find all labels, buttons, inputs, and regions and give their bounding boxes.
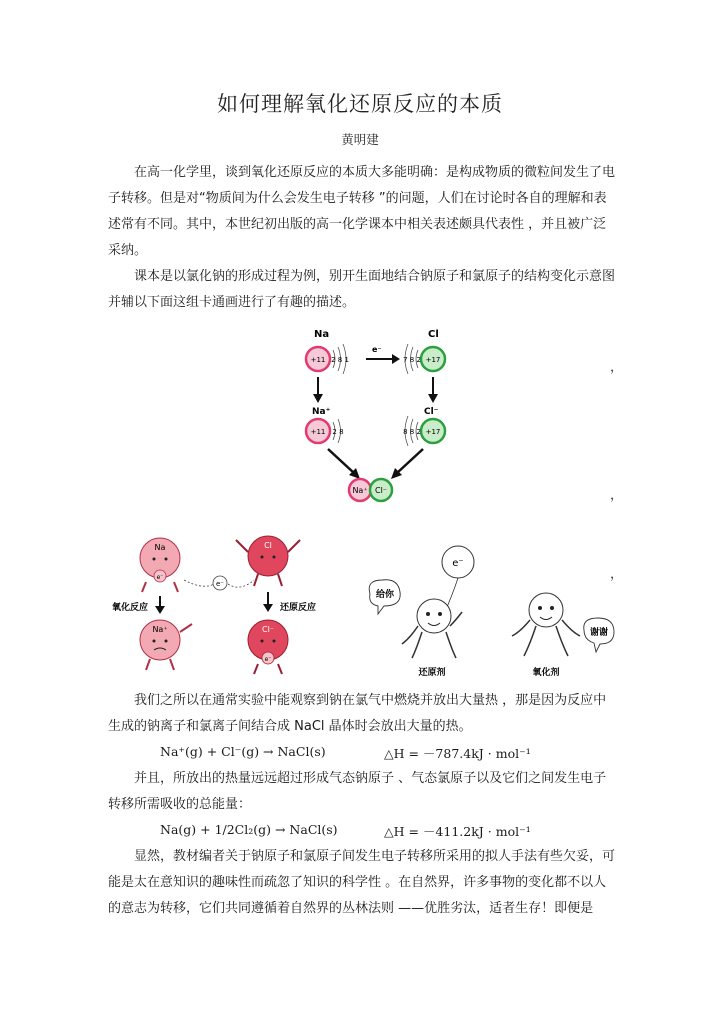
oxidizer-character [529, 593, 563, 627]
na-held-electron-label: e⁻ [156, 574, 164, 581]
cl-ion-eye-left [261, 640, 264, 643]
intro-paragraph-block [108, 160, 616, 316]
electron-balloon-label: e⁻ [452, 558, 464, 569]
na-eye-right [165, 558, 168, 561]
cl-ion-label: Cl⁻ [424, 407, 439, 417]
reducer-eye-right [438, 612, 442, 616]
reducer-character [417, 599, 451, 633]
pair-cl-label: Cl⁻ [374, 486, 388, 495]
paragraph-3-block [108, 688, 616, 740]
cl-ion-nucleus: +17 [425, 428, 441, 436]
oxidation-arrowhead [155, 606, 165, 614]
oxidizer-eye-left [538, 606, 542, 610]
na-legs [142, 582, 178, 592]
page-title: 如何理解氧化还原反应的本质 [217, 92, 503, 116]
reducer-legs [412, 632, 456, 658]
equation-1-lhs: Na⁺(g) + Cl⁻(g) → NaCl(s) [160, 744, 326, 759]
na-ion-character-label: Na⁺ [152, 625, 168, 634]
cl-ion-held-electron-label: e⁻ [264, 656, 272, 663]
equation-2-enthalpy: △H = －411.2kJ · mol⁻¹ [384, 824, 531, 839]
give-speech-text: 给你 [375, 590, 395, 600]
electron-path-right [228, 580, 254, 587]
paragraph-4: 并且，所放出的热量远远超过形成气态钠原子 、气态氯原子以及它们之间发生电子转移所需吸收的总能量： [108, 771, 607, 812]
na-eye-left [153, 558, 156, 561]
cl-ion-character-label: Cl⁻ [261, 625, 275, 634]
paragraph-5: 显然，教材编者关于钠原子和氯原子间发生电子转移所采用的拟人手法有些欠妥，可能是太在意知识的趣味性而疏忽了知识的科学性 。在自然界，许多事物的变化都不以人的意志为转移，它们共同遵循着自然界的丛林法则 ——优胜劣汰，适者生存！即便是 [108, 849, 616, 916]
cl-eye-right [273, 556, 276, 559]
pair-na-label: Na⁺ [352, 486, 368, 495]
cl-nucleus: +17 [425, 356, 441, 364]
paragraph-1: 在高一化学里，谈到氧化还原反应的本质大多能明确：是构成物质的微粒间发生了电子转移。但是对“物质间为什么会发生电子转移 ”的问题，人们在讨论时各自的理解和表述常有不同。其中，本世纪初出版的高一化学课本中相关表述颇具代表性 ，并且被广泛采纳。 [108, 165, 616, 258]
cl-shells: 7 8 2 [403, 356, 421, 364]
electron-label: e⁻ [372, 345, 382, 354]
reducer-eye-left [426, 612, 430, 616]
equation-1-enthalpy: △H = －787.4kJ · mol⁻¹ [384, 746, 531, 761]
na-nucleus: +11 [310, 356, 326, 364]
paragraph-5-block [108, 844, 616, 922]
oxidizer-eye-right [550, 606, 554, 610]
oxidizer-label: 氧化剂 [532, 668, 560, 678]
na-ion-shells: 2 8 [332, 428, 344, 436]
cl-label: Cl [428, 329, 439, 340]
reduction-arrowhead [263, 604, 273, 612]
atomic-structure-diagram [300, 325, 460, 505]
electron-transfer-arrowhead [392, 354, 400, 364]
na-ion-legs [146, 659, 174, 670]
trailing-comma-2: ， [610, 488, 624, 503]
reducer-label: 还原剂 [418, 668, 446, 678]
cl-ion-eye-right [273, 640, 276, 643]
paragraph-3: 我们之所以在通常实验中能观察到钠在氯气中燃烧并放出大量热 ，那是因为反应中生成的钠离子和氯离子间结合成 NaCl 晶体时会放出大量的热。 [108, 693, 607, 734]
na-ion-nucleus: +11 [310, 428, 326, 436]
free-electron-label: e⁻ [215, 580, 225, 588]
na-down-arrowhead [313, 394, 323, 403]
cl-eye-left [261, 556, 264, 559]
electron-path-left [184, 580, 214, 586]
na-character-label: Na [154, 543, 166, 552]
cl-down-arrowhead [428, 394, 438, 403]
cl-character-label: Cl [264, 541, 272, 550]
reduction-label: 还原反应 [280, 603, 317, 613]
cl-ion-shells: 8 8 2 [403, 428, 421, 436]
equation-2-lhs: Na(g) + 1/2Cl₂(g) → NaCl(s) [160, 822, 338, 837]
cl-diagonal-arrow [397, 449, 423, 473]
redox-cartoon [108, 528, 338, 680]
oxidizer-legs [524, 626, 568, 656]
trailing-comma-1: ， [610, 360, 624, 375]
na-shells: 2 8 1 [331, 356, 349, 364]
na-ion-eye-right [165, 640, 168, 643]
paragraph-2: 课本是以氯化钠的形成过程为例，别开生面地结合钠原子和氯原子的结构变化示意图并辅以下面这组卡通画进行了有趣的描述。 [108, 269, 616, 310]
thanks-speech-text: 谢谢 [589, 628, 609, 638]
na-ion-label: Na⁺ [312, 407, 331, 417]
oxidation-label: 氧化反应 [112, 603, 149, 613]
cl-ion-legs [254, 664, 282, 674]
paragraph-4-block [108, 766, 616, 818]
trailing-comma-3: ， [610, 567, 624, 582]
na-diagonal-arrow [328, 449, 354, 473]
reducer-oxidizer-cartoon [352, 540, 620, 680]
na-ion-arm [180, 624, 192, 632]
author: 黄明建 [341, 132, 379, 147]
na-ion-eye-left [153, 640, 156, 643]
na-label: Na [314, 329, 330, 340]
